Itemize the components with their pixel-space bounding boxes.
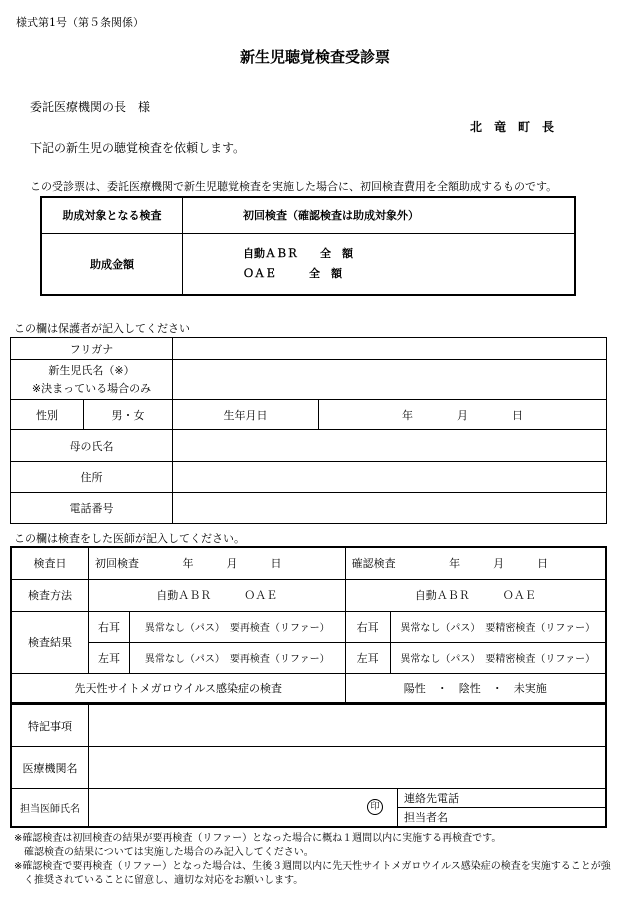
subsidy-abr: 自動ＡＢＲ 全 額 <box>243 246 353 260</box>
institution-field[interactable] <box>89 747 607 789</box>
mother-name-field[interactable] <box>173 430 607 462</box>
method-label: 検査方法 <box>11 579 89 611</box>
confirm-exam-label: 確認検査 <box>351 557 396 571</box>
initial-right-ear-label: 右耳 <box>89 611 130 642</box>
contact-person-field[interactable] <box>398 808 607 827</box>
contact-phone-field[interactable] <box>398 789 607 808</box>
mother-name-label: 母の氏名 <box>11 430 173 462</box>
sex-options[interactable]: 男・女 <box>84 400 173 430</box>
physician-label: 担当医師氏名 <box>11 789 89 827</box>
parent-table <box>10 337 607 524</box>
confirm-right-ear-label: 右耳 <box>345 611 390 642</box>
dob-label: 生年月日 <box>173 400 319 430</box>
notes-table <box>10 704 607 828</box>
subsidy-target-value: 初回検査（確認検査は助成対象外） <box>183 197 576 233</box>
sex-label: 性別 <box>11 400 84 430</box>
initial-exam-date-fmt: 年 月 日 <box>182 557 282 571</box>
result-label: 検査結果 <box>11 611 89 673</box>
contact-phone-label: 連絡先電話 <box>404 792 459 805</box>
initial-left-ear-label: 左耳 <box>89 642 130 673</box>
footnote-2: 確認検査の結果については実施した場合のみ記入してください。 <box>14 847 314 858</box>
footnote-4: く推奨されていることに留意し、適切な対応をお願いします。 <box>14 875 304 886</box>
addressee: 委託医療機関の長 様 <box>30 100 151 114</box>
footnote-1: ※確認検査は初回検査の結果が要再検査（リファー）となった場合に概ね１週間以内に実施する再検査です。 <box>14 833 502 844</box>
address-label: 住所 <box>11 462 173 493</box>
baby-name-note: ※決まっている場合のみ <box>31 381 152 395</box>
footnotes <box>14 832 611 888</box>
request-text: 下記の新生児の聴覚検査を依頼します。 <box>30 141 246 155</box>
remarks-label: 特記事項 <box>11 705 89 747</box>
confirm-exam-date[interactable] <box>345 547 606 579</box>
subsidy-target-label: 助成対象となる検査 <box>41 197 183 233</box>
furigana-field[interactable] <box>173 338 607 360</box>
confirm-left-ear-options[interactable]: 異常なし（パス） 要精密検査（リファー） <box>390 642 606 673</box>
exam-date-label: 検査日 <box>11 547 89 579</box>
physician-field[interactable] <box>89 789 398 827</box>
dob-field[interactable]: 年 月 日 <box>319 400 607 430</box>
cmv-options[interactable]: 陽性 ・ 陰性 ・ 未実施 <box>345 673 606 703</box>
phone-label: 電話番号 <box>11 493 173 524</box>
footnote-3: ※確認検査で要再検査（リファー）となった場合は、生後３週間以内に先天性サイトメガロウイルス感染症の検査を実施することが強 <box>14 861 611 872</box>
baby-name-label: 新生児氏名（※） <box>48 363 135 377</box>
intro-text: この受診票は、委託医療機関で新生児聴覚検査を実施した場合に、初回検査費用を全額助成するものです。 <box>30 180 558 193</box>
confirm-right-ear-options[interactable]: 異常なし（パス） 要精密検査（リファー） <box>390 611 606 642</box>
form-number: 様式第1号（第５条関係） <box>16 16 144 29</box>
initial-exam-label: 初回検査 <box>95 557 139 571</box>
remarks-field[interactable] <box>89 705 607 747</box>
confirm-method-options[interactable]: 自動ＡＢＲ ＯＡＥ <box>345 579 606 611</box>
parent-section-note: この欄は保護者が記入してください <box>14 322 190 335</box>
subsidy-amount-label: 助成金額 <box>41 233 183 295</box>
phone-field[interactable] <box>173 493 607 524</box>
confirm-left-ear-label: 左耳 <box>345 642 390 673</box>
contact-person-label: 担当者名 <box>404 810 448 824</box>
initial-exam-date[interactable] <box>89 547 346 579</box>
subsidy-oae: ＯＡＥ 全 額 <box>243 266 342 280</box>
baby-name-field[interactable] <box>173 360 607 400</box>
issuer: 北 竜 町 長 <box>470 120 555 134</box>
doctor-table <box>10 546 607 704</box>
subsidy-table <box>40 196 576 296</box>
cmv-label: 先天性サイトメガロウイルス感染症の検査 <box>11 673 345 703</box>
page-title: 新生児聴覚検査受診票 <box>239 48 390 66</box>
doctor-section-note: この欄は検査をした医師が記入してください。 <box>14 532 245 545</box>
address-field[interactable] <box>173 462 607 493</box>
institution-label: 医療機関名 <box>11 747 89 789</box>
initial-method-options[interactable]: 自動ＡＢＲ ＯＡＥ <box>89 579 346 611</box>
confirm-exam-date-fmt: 年 月 日 <box>449 557 549 571</box>
initial-right-ear-options[interactable]: 異常なし（パス） 要再検査（リファー） <box>130 611 346 642</box>
furigana-label: フリガナ <box>11 338 173 360</box>
initial-left-ear-options[interactable]: 異常なし（パス） 要再検査（リファー） <box>130 642 346 673</box>
seal-icon: 印 <box>367 799 383 815</box>
